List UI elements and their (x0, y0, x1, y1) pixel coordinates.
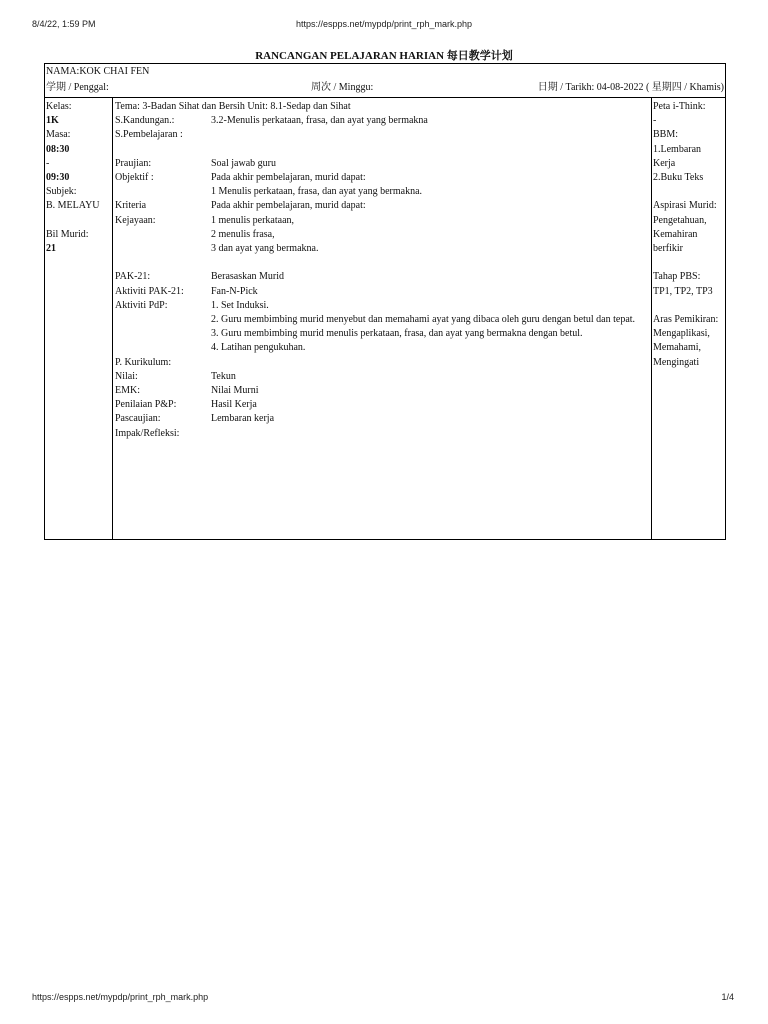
lesson-details-column (113, 98, 652, 539)
pbs-level-label: Tahap PBS: (653, 271, 701, 283)
class-info-column (45, 98, 113, 539)
content-standard-row: S.Kandungan.: 3.2-Menulis perkataan, frasa, dan ayat yang bermakna (115, 115, 428, 127)
pdp-activity-row: Aktiviti PdP: 1. Set Induksi. (115, 299, 269, 311)
lesson-plan-table (44, 63, 726, 540)
posttest-row: Pascaujian: Lembaran kerja (115, 413, 275, 425)
term-week-date-row (46, 81, 724, 96)
print-url: https://espps.net/mypdp/print_rph_mark.php (295, 19, 473, 29)
print-datetime: 8/4/22, 1:59 PM (32, 19, 96, 29)
teaching-aid-item: 2.Buku Teks (653, 171, 704, 183)
teaching-aids-label: BBM: (653, 129, 679, 141)
teacher-name: NAMA:KOK CHAI FEN (46, 66, 150, 77)
time-start: 08:30 (46, 143, 70, 155)
subject-label: Subjek: (46, 186, 77, 198)
time-dash: - (46, 157, 50, 169)
subject-value: B. MELAYU (46, 200, 100, 212)
learning-standard-row: S.Pembelajaran : (115, 129, 183, 141)
aspiration-label: Aspirasi Murid: (653, 200, 717, 212)
footer-url: https://espps.net/mypdp/print_rph_mark.php (32, 992, 209, 1002)
curriculum-row: P. Kurikulum: (115, 356, 172, 368)
theme-unit: Tema: 3-Badan Sihat dan Bersih Unit: 8.1-Sedap dan Sihat (115, 101, 351, 112)
time-end: 09:30 (46, 171, 70, 183)
teaching-aid-item: 1.Lembaran Kerja (653, 143, 702, 169)
ithink-map-label: Peta i-Think: (653, 101, 706, 112)
values-row: Nilai: Tekun (115, 370, 236, 382)
document-title: RANCANGAN PELAJARAN HARIAN 每日教学计划 (255, 50, 513, 62)
activity-item: 4. Latihan pengukuhan. (211, 342, 306, 354)
objective-row: Objektif : Pada akhir pembelajaran, murid dapat: (115, 171, 366, 183)
criteria-item: 3 dan ayat yang bermakna. (211, 242, 319, 254)
thinking-level-label: Aras Pemikiran: (653, 313, 719, 325)
activity-item: 3. Guru membimbing murid menulis perkataan, frasa, dan ayat yang bermakna dengan betul. (211, 328, 583, 340)
emk-row: EMK: Nilai Murni (115, 384, 259, 396)
reflection-row: Impak/Refleksi: (115, 427, 180, 439)
objective-item: 1 Menulis perkataan, frasa, dan ayat yang bermakna. (211, 186, 423, 198)
pretest-row: Praujian: Soal jawab guru (115, 157, 276, 169)
assessment-row: Penilaian P&P: Hasil Kerja (115, 399, 257, 411)
pak21-row: PAK-21: Berasaskan Murid (115, 271, 285, 283)
week-label: 周次 / Minggu: (311, 82, 374, 93)
student-count-value: 21 (46, 242, 56, 254)
term-label: 学期 / Penggal: (46, 82, 109, 93)
resources-column (652, 98, 725, 539)
teacher-info-row (45, 64, 725, 98)
student-count-label: Bil Murid: (46, 228, 89, 240)
date-label: 日期 / Tarikh: 04-08-2022 ( 星期四 / Khamis) (537, 82, 724, 93)
pak21-activity-row: Aktiviti PAK-21: Fan-N-Pick (115, 285, 258, 297)
ithink-map-value: - (653, 115, 657, 127)
aspiration-value: Pengetahuan, Kemahiran berfikir (653, 214, 707, 254)
page-number: 1/4 (721, 992, 734, 1002)
criteria-row: Kriteria Pada akhir pembelajaran, murid dapat: (115, 200, 366, 212)
class-label: Kelas: (46, 101, 72, 112)
criteria-item: 2 menulis frasa, (211, 228, 275, 240)
criteria-item: Kejayaan: 1 menulis perkataan, (115, 214, 295, 226)
time-label: Masa: (46, 129, 71, 141)
activity-item: 2. Guru membimbing murid menyebut dan memahami ayat yang dibaca oleh guru dengan betul dan tepat. (211, 313, 636, 325)
class-value: 1K (46, 115, 59, 127)
thinking-level-value: Mengaplikasi, Memahami, Mengingati (653, 328, 710, 368)
pbs-level-value: TP1, TP2, TP3 (653, 285, 713, 297)
